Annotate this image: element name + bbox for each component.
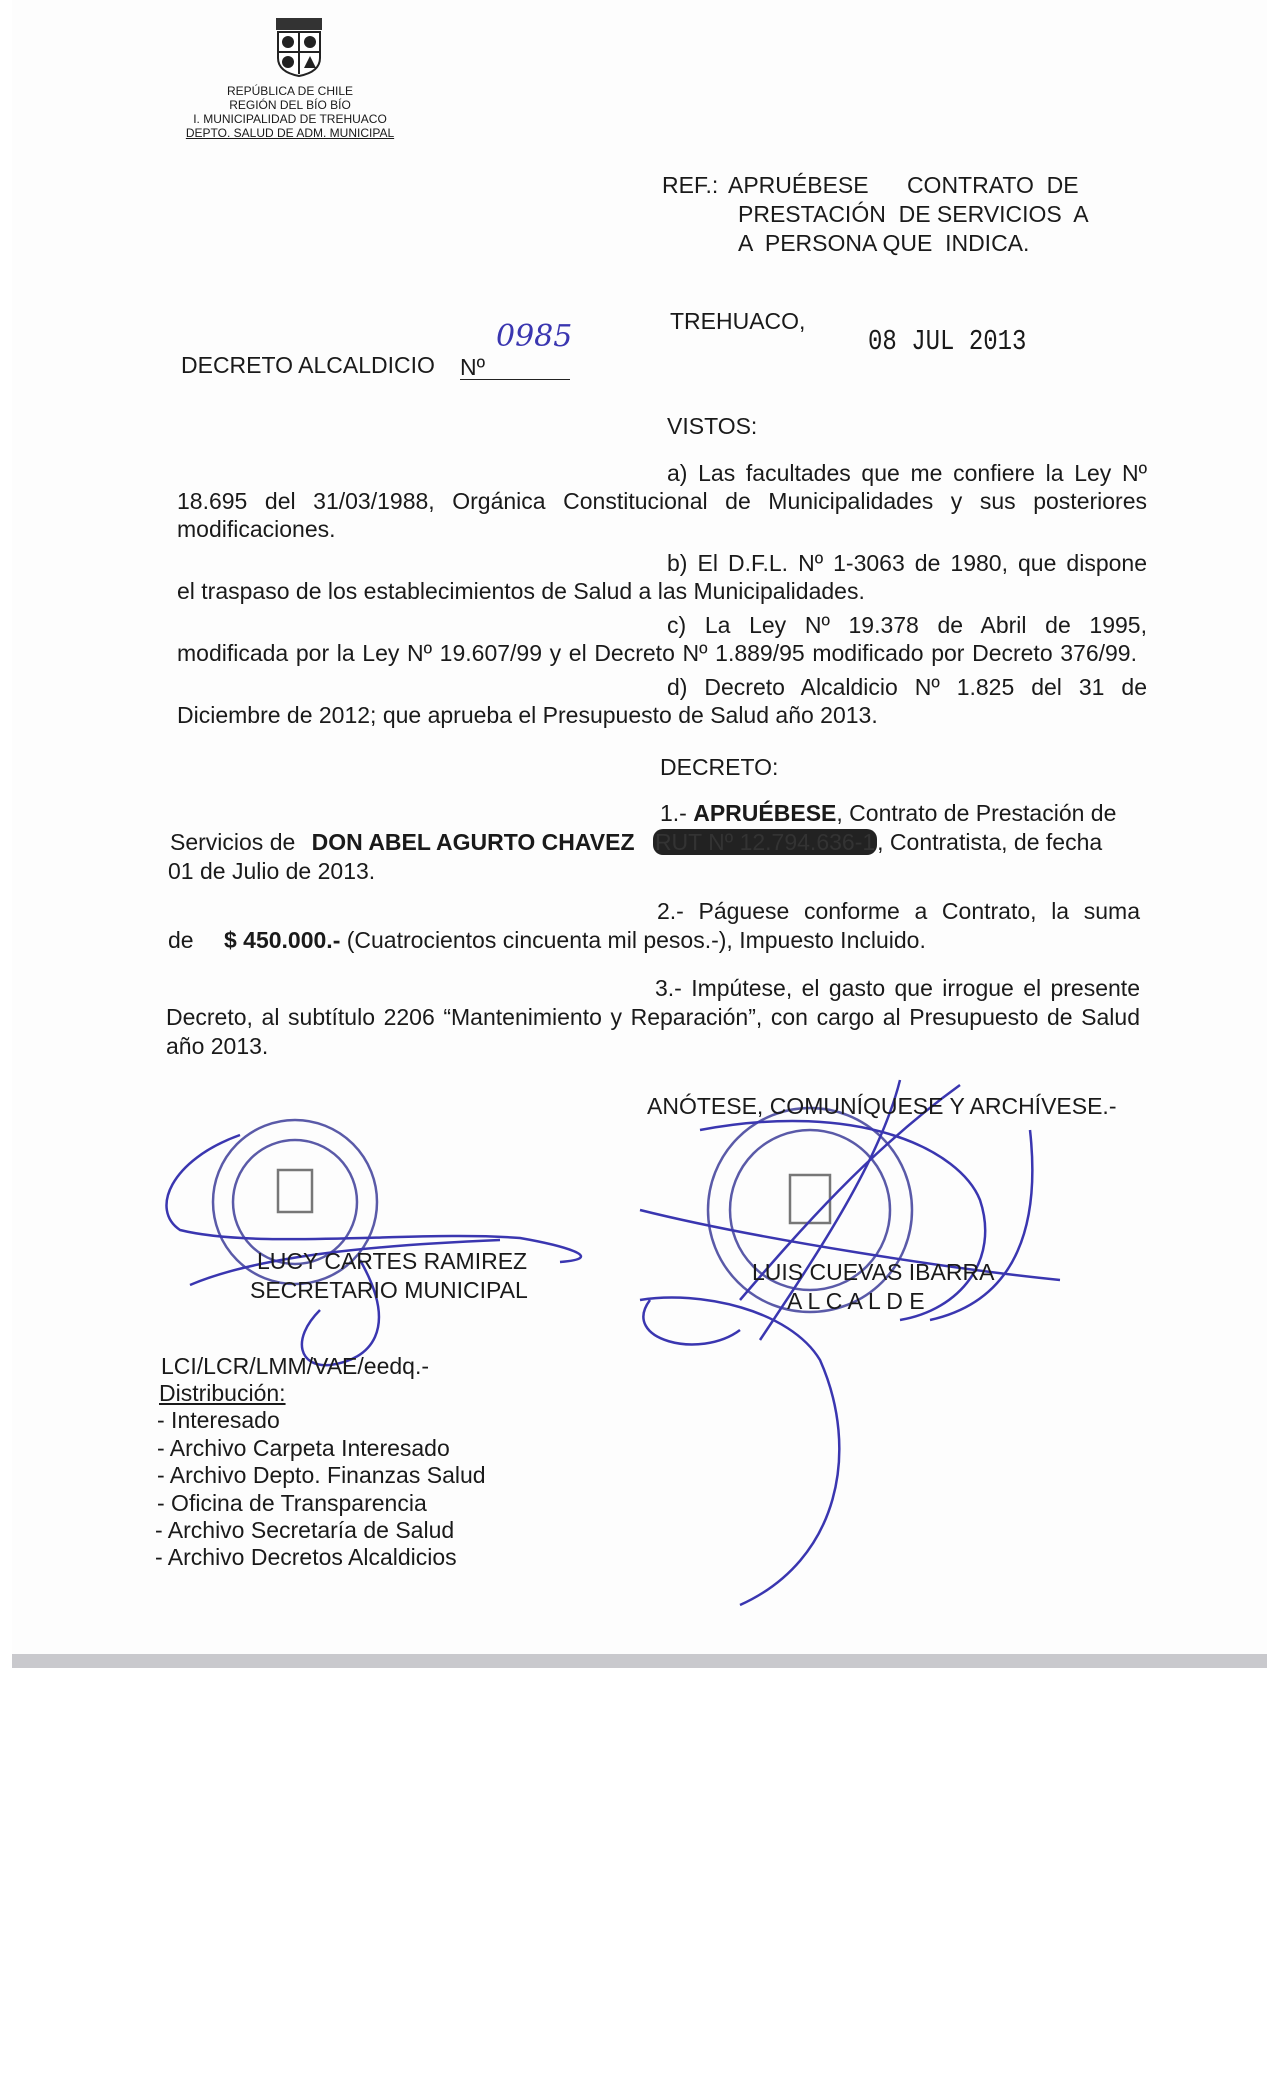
date-stamp: 08 JUL 2013: [868, 326, 1027, 359]
vistos-line: c) La Ley Nº 19.378 de Abril de 1995,: [667, 612, 1147, 638]
distribution-item: - Archivo Depto. Finanzas Salud: [157, 1462, 486, 1488]
vistos-line: modificaciones.: [177, 516, 336, 542]
vistos-line: b) El D.F.L. Nº 1-3063 de 1980, que dispone: [667, 550, 1147, 576]
mayor-name: LUIS CUEVAS IBARRA: [752, 1259, 995, 1285]
item-text: de: [168, 927, 194, 953]
mayor-signature: [640, 1080, 1060, 1605]
vistos-title: VISTOS:: [667, 413, 758, 439]
item-text: Decreto, al subtítulo 2206 “Mantenimiento y Reparación”, con cargo al Presupuesto de Salud: [166, 1004, 1140, 1030]
decree-number-underline: [460, 379, 570, 380]
item-text: , Contratista, de fecha: [877, 829, 1103, 855]
ref-line: PRESTACIÓN DE SERVICIOS A: [738, 201, 1089, 227]
letterhead-line: I. MUNICIPALIDAD DE TREHUACO: [193, 112, 387, 126]
letterhead-line: REPÚBLICA DE CHILE: [226, 84, 354, 98]
vistos-line: el traspaso de los establecimientos de Salud a las Municipalidades.: [177, 578, 865, 604]
item-text: año 2013.: [166, 1033, 269, 1059]
coat-of-arms-logo: [276, 18, 322, 76]
vistos-line: d) Decreto Alcaldicio Nº 1.825 del 31 de: [667, 674, 1147, 700]
item-text: 2.- Páguese conforme a Contrato, la suma: [657, 898, 1140, 924]
distribution-item: - Archivo Secretaría de Salud: [155, 1517, 455, 1543]
secretary-title: SECRETARIO MUNICIPAL: [250, 1277, 528, 1303]
ref-line: APRUÉBESE CONTRATO DE: [728, 172, 1079, 198]
decree-label: DECRETO ALCALDICIO: [181, 352, 435, 378]
vistos-line: 18.695 del 31/03/1988, Orgánica Constitucional de Municipalidades y sus posteriores: [177, 488, 1147, 514]
amount: $ 450.000.-: [223, 927, 341, 953]
item-text: , Contrato de Prestación de: [836, 800, 1117, 826]
distribution-title: Distribución:: [159, 1380, 286, 1406]
distribution-item: - Archivo Carpeta Interesado: [157, 1435, 450, 1461]
vistos-line: modificada por la Ley Nº 19.607/99 y el Decreto Nº 1.889/95 modificado por Decreto 376/99.: [177, 640, 1137, 666]
decreto-title: DECRETO:: [660, 754, 779, 780]
item-text: Servicios de: [170, 829, 296, 855]
vistos-line: Diciembre de 2012; que aprueba el Presupuesto de Salud año 2013.: [177, 702, 878, 728]
mayor-title: A L C A L D E: [787, 1288, 925, 1314]
ref-line: A PERSONA QUE INDICA.: [738, 230, 1030, 256]
decree-number: 0985: [496, 319, 573, 354]
distribution-item: - Oficina de Transparencia: [157, 1490, 427, 1516]
ref-label: REF.:: [662, 172, 719, 198]
letterhead-line: DEPTO. SALUD DE ADM. MUNICIPAL: [185, 126, 395, 140]
secretary-name: LUCY CARTES RAMIREZ: [257, 1248, 528, 1274]
contractor-name: DON ABEL AGURTO CHAVEZ: [311, 829, 635, 855]
redacted-rut: RUT Nº 12.794.636-1: [654, 829, 876, 855]
initials: LCI/LCR/LMM/VAE/eedq.-: [161, 1353, 430, 1379]
closing-formula: ANÓTESE, COMUNÍQUESE Y ARCHÍVESE.-: [647, 1093, 1117, 1119]
letterhead-line: REGIÓN DEL BÍO BÍO: [229, 98, 351, 112]
vistos-line: a) Las facultades que me confiere la Ley Nº: [667, 460, 1147, 486]
distribution-item: - Archivo Decretos Alcaldicios: [155, 1544, 457, 1570]
item-text: 01 de Julio de 2013.: [168, 858, 376, 884]
item-number: 1.-: [660, 800, 687, 826]
item-text: (Cuatrocientos cincuenta mil pesos.-), Impuesto Incluido.: [346, 927, 926, 953]
item-text: 3.- Impútese, el gasto que irrogue el presente: [655, 975, 1140, 1001]
approve-word: APRUÉBESE: [693, 800, 837, 826]
distribution-item: - Interesado: [157, 1407, 280, 1433]
decree-no: Nº: [460, 354, 486, 380]
place: TREHUACO,: [670, 308, 806, 334]
